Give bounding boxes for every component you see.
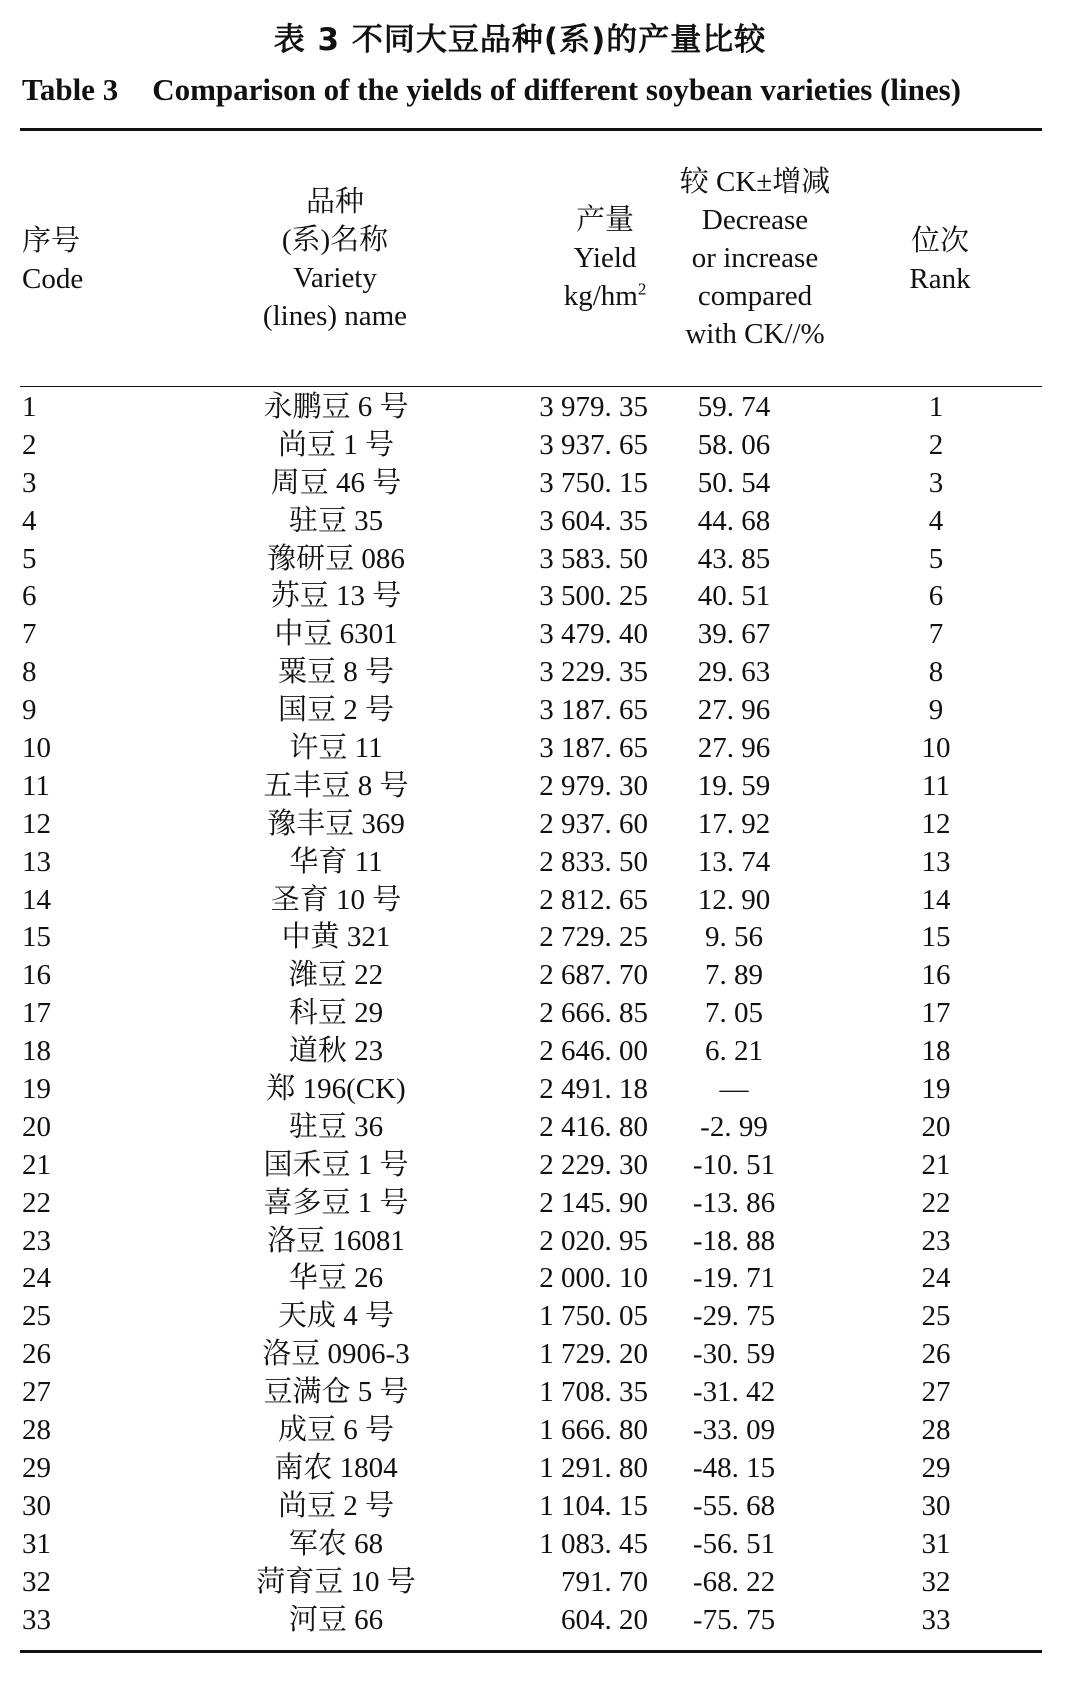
- cell-rank: 4: [928, 504, 944, 537]
- cell-rank: 17: [921, 997, 951, 1030]
- table-row: [0, 768, 1092, 806]
- cell-rank: 1: [928, 391, 944, 423]
- cell-yield: 2 666. 85: [539, 997, 648, 1030]
- table-row: [0, 1298, 1092, 1336]
- table-row: [0, 1450, 1092, 1488]
- cell-rank: 11: [922, 769, 950, 802]
- cell-change: -30. 59: [692, 1338, 776, 1371]
- cell-code: 21: [22, 1148, 51, 1181]
- cell-code: 31: [22, 1527, 51, 1560]
- header-rank-en: Rank: [909, 263, 971, 295]
- cell-code: 28: [22, 1414, 51, 1447]
- cell-variety: 河豆 66: [288, 1603, 384, 1636]
- table-row: [0, 503, 1092, 541]
- cell-rank: 7: [928, 618, 944, 651]
- table-row: [0, 1336, 1092, 1374]
- cell-rank: 32: [921, 1565, 951, 1598]
- cell-variety: 永鹏豆 6 号: [263, 391, 409, 423]
- header-yield-unit: $kg/hm^2$: [563, 279, 647, 312]
- cell-variety: 豫研豆 086: [267, 542, 405, 575]
- cell-rank: 25: [921, 1300, 951, 1333]
- cell-rank: 19: [921, 1073, 951, 1106]
- cell-variety: 菏育豆 10 号: [256, 1565, 416, 1598]
- cell-change: -18. 88: [692, 1224, 776, 1257]
- header-code-en: Code: [22, 263, 84, 295]
- cell-variety: 中黄 321: [281, 921, 391, 954]
- cell-yield: 2 729. 25: [539, 921, 648, 954]
- cell-change: 29. 63: [697, 656, 771, 689]
- cell-code: 33: [22, 1603, 51, 1636]
- cell-rank: 20: [921, 1110, 951, 1143]
- cell-rank: 14: [921, 883, 951, 916]
- cell-rank: 31: [921, 1527, 951, 1560]
- cell-yield: 2 416. 80: [539, 1110, 648, 1143]
- cell-code: 10: [22, 732, 51, 765]
- header-variety-en-1: Variety: [293, 262, 377, 294]
- cell-rank: 26: [921, 1338, 951, 1371]
- cell-yield: 3 229. 35: [539, 656, 648, 689]
- table-row: [0, 427, 1092, 465]
- cell-rank: 6: [928, 580, 944, 613]
- cell-variety: 喜多豆 1 号: [263, 1186, 409, 1219]
- cell-variety: 粟豆 8 号: [277, 656, 394, 689]
- cell-code: 3: [22, 466, 37, 499]
- cell-yield: 3 583. 50: [539, 542, 648, 575]
- cell-variety: 尚豆 2 号: [277, 1489, 394, 1522]
- cell-yield: 3 604. 35: [539, 504, 648, 537]
- cell-change: -10. 51: [692, 1148, 776, 1181]
- cell-change: 58. 06: [697, 428, 771, 461]
- cell-code: 7: [22, 618, 37, 651]
- cell-rank: 3: [928, 466, 944, 499]
- cell-code: 26: [22, 1338, 51, 1371]
- cell-yield: 2 812. 65: [539, 883, 648, 916]
- header-change: [650, 163, 860, 353]
- cell-yield: 1 083. 45: [539, 1527, 648, 1560]
- cell-yield: 3 937. 65: [539, 428, 648, 461]
- cell-yield: 2 687. 70: [539, 959, 648, 992]
- cell-change: -55. 68: [692, 1489, 776, 1522]
- cell-code: 12: [22, 807, 51, 840]
- cell-rank: 23: [921, 1224, 951, 1257]
- table-title-english: [22, 72, 1042, 108]
- table-caption: Comparison of the yields of different soybean varieties (lines): [152, 72, 962, 107]
- cell-change: 27. 96: [697, 732, 771, 765]
- header-change-en-1: Decrease: [701, 204, 809, 236]
- cell-variety: 豫丰豆 369: [267, 807, 405, 840]
- cell-change: —: [719, 1073, 749, 1106]
- header-change-en-4: with CK//%: [685, 318, 825, 350]
- cell-change: 9. 56: [705, 921, 763, 954]
- cell-variety: 成豆 6 号: [277, 1414, 394, 1447]
- cell-rank: 28: [921, 1414, 951, 1447]
- cell-variety: 圣育 10 号: [270, 883, 402, 916]
- table-row: [0, 1033, 1092, 1071]
- cell-yield: 2 979. 30: [539, 769, 648, 802]
- table-row: [0, 692, 1092, 730]
- cell-rank: 8: [928, 656, 944, 689]
- cell-code: 29: [22, 1451, 51, 1484]
- cell-change: -68. 22: [692, 1565, 776, 1598]
- cell-rank: 24: [921, 1262, 951, 1295]
- cell-yield: 3 500. 25: [539, 580, 648, 613]
- cell-yield: 3 979. 35: [539, 391, 648, 423]
- header-variety: [215, 183, 455, 335]
- cell-rank: 15: [921, 921, 951, 954]
- cell-code: 24: [22, 1262, 51, 1295]
- table-row: [0, 578, 1092, 616]
- table-row: [0, 1223, 1092, 1261]
- cell-variety: 华育 11: [289, 845, 383, 878]
- cell-rank: 21: [921, 1148, 951, 1181]
- cell-yield: 1 708. 35: [539, 1376, 648, 1409]
- cell-change: 40. 51: [697, 580, 771, 613]
- cell-variety: 科豆 29: [288, 997, 384, 1030]
- table-title-chinese: 表 3 不同大豆品种(系)的产量比较: [273, 22, 767, 58]
- cell-change: 19. 59: [697, 769, 771, 802]
- table-row: [0, 654, 1092, 692]
- cell-yield: 791. 70: [561, 1565, 648, 1598]
- table-row: [0, 1602, 1092, 1640]
- cell-variety: 驻豆 35: [288, 504, 384, 537]
- header-variety-en-2: (lines) name: [262, 300, 408, 332]
- cell-yield: 2 937. 60: [539, 807, 648, 840]
- cell-rank: 33: [921, 1603, 951, 1636]
- header-change-cn: 较 CK±增减: [679, 166, 831, 198]
- cell-change: 50. 54: [697, 466, 771, 499]
- cell-change: 7. 89: [705, 959, 763, 992]
- cell-change: 7. 05: [705, 997, 763, 1030]
- cell-yield: 3 187. 65: [539, 732, 648, 765]
- header-rule: [20, 386, 1042, 387]
- top-rule: [20, 128, 1042, 131]
- cell-rank: 2: [928, 428, 944, 461]
- cell-code: 2: [22, 428, 37, 461]
- table-row: [0, 389, 1092, 427]
- unit-exponent: 2: [637, 279, 647, 299]
- cell-yield: 2 229. 30: [539, 1148, 648, 1181]
- table-row: [0, 1488, 1092, 1526]
- cell-code: 30: [22, 1489, 51, 1522]
- cell-yield: 2 145. 90: [539, 1186, 648, 1219]
- cell-change: -31. 42: [692, 1376, 776, 1409]
- cell-change: -56. 51: [692, 1527, 776, 1560]
- cell-code: 23: [22, 1224, 51, 1257]
- table-row: [0, 1185, 1092, 1223]
- cell-variety: 华豆 26: [288, 1262, 384, 1295]
- cell-change: 27. 96: [697, 694, 771, 727]
- cell-yield: 3 750. 15: [539, 466, 648, 499]
- cell-code: 18: [22, 1035, 51, 1068]
- cell-variety: 中豆 6301: [274, 618, 398, 651]
- cell-code: 19: [22, 1073, 51, 1106]
- table-row: [0, 1260, 1092, 1298]
- table-row: [0, 995, 1092, 1033]
- table-row: [0, 1526, 1092, 1564]
- table-label: Table 3: [22, 72, 119, 107]
- cell-code: 8: [22, 656, 37, 689]
- header-yield-en: Yield: [573, 242, 637, 274]
- cell-rank: 16: [921, 959, 951, 992]
- cell-change: -13. 86: [692, 1186, 776, 1219]
- cell-variety: 洛豆 16081: [267, 1224, 405, 1257]
- cell-code: 1: [22, 391, 37, 423]
- cell-variety: 许豆 11: [289, 732, 383, 765]
- cell-change: 17. 92: [697, 807, 771, 840]
- cell-code: 15: [22, 921, 51, 954]
- cell-rank: 18: [921, 1035, 951, 1068]
- cell-rank: 29: [921, 1451, 951, 1484]
- table-row: [0, 1071, 1092, 1109]
- cell-yield: 2 000. 10: [539, 1262, 648, 1295]
- table-row: [0, 806, 1092, 844]
- cell-code: 14: [22, 883, 51, 916]
- header-rank-cn: 位次: [910, 225, 969, 257]
- cell-yield: 604. 20: [561, 1603, 648, 1636]
- table-row: [0, 1147, 1092, 1185]
- cell-change: 13. 74: [697, 845, 771, 878]
- header-code-cn: 序号: [22, 225, 81, 257]
- cell-variety: 天成 4 号: [277, 1300, 394, 1333]
- cell-change: 39. 67: [697, 618, 771, 651]
- cell-variety: 苏豆 13 号: [270, 580, 402, 613]
- cell-variety: 潍豆 22: [288, 959, 384, 992]
- cell-variety: 洛豆 0906-3: [262, 1338, 410, 1371]
- cell-variety: 驻豆 36: [288, 1110, 384, 1143]
- cell-variety: 五丰豆 8 号: [263, 769, 409, 802]
- header-change-en-3: compared: [697, 280, 813, 312]
- cell-change: 59. 74: [697, 391, 771, 423]
- cell-yield: 1 291. 80: [539, 1451, 648, 1484]
- header-yield-cn: 产量: [575, 204, 634, 236]
- cell-code: 9: [22, 694, 37, 727]
- cell-yield: 2 020. 95: [539, 1224, 648, 1257]
- table-row: [0, 1412, 1092, 1450]
- table-row: [0, 882, 1092, 920]
- header-rank: [880, 222, 1000, 298]
- cell-code: 25: [22, 1300, 51, 1333]
- cell-yield: 2 491. 18: [539, 1073, 648, 1106]
- cell-rank: 13: [921, 845, 951, 878]
- cell-yield: 1 666. 80: [539, 1414, 648, 1447]
- cell-variety: 尚豆 1 号: [277, 428, 394, 461]
- cell-rank: 12: [921, 807, 951, 840]
- cell-variety: 周豆 46 号: [270, 466, 402, 499]
- cell-yield: 1 729. 20: [539, 1338, 648, 1371]
- cell-rank: 22: [921, 1186, 951, 1219]
- table-body: [0, 389, 1092, 1639]
- cell-yield: 2 833. 50: [539, 845, 648, 878]
- cell-variety: 军农 68: [288, 1527, 384, 1560]
- cell-change: -33. 09: [692, 1414, 776, 1447]
- cell-yield: 2 646. 00: [539, 1035, 648, 1068]
- cell-code: 32: [22, 1565, 51, 1598]
- cell-code: 27: [22, 1376, 51, 1409]
- cell-change: -75. 75: [692, 1603, 776, 1636]
- cell-rank: 9: [928, 694, 944, 727]
- cell-variety: 道秋 23: [288, 1035, 384, 1068]
- table-row: [0, 844, 1092, 882]
- cell-change: -19. 71: [692, 1262, 776, 1295]
- cell-variety: 豆满仓 5 号: [263, 1376, 409, 1409]
- cell-change: -29. 75: [692, 1300, 776, 1333]
- cell-code: 22: [22, 1186, 51, 1219]
- cell-variety: 郑 196(CK): [266, 1073, 406, 1106]
- cell-variety: 国豆 2 号: [277, 694, 394, 727]
- cell-rank: 10: [921, 732, 951, 765]
- table-row: [0, 957, 1092, 995]
- header-variety-cn-2: (系)名称: [281, 224, 389, 256]
- cell-yield: 3 187. 65: [539, 694, 648, 727]
- table-row: [0, 919, 1092, 957]
- header-variety-cn-1: 品种: [305, 186, 364, 218]
- header-change-en-2: or increase: [691, 242, 819, 274]
- cell-code: 5: [22, 542, 37, 575]
- header-code: [22, 222, 142, 298]
- cell-variety: 国禾豆 1 号: [263, 1148, 409, 1181]
- cell-change: -48. 15: [692, 1451, 776, 1484]
- cell-rank: 5: [928, 542, 944, 575]
- cell-yield: 1 104. 15: [539, 1489, 648, 1522]
- cell-variety: 南农 1804: [274, 1451, 398, 1484]
- cell-rank: 30: [921, 1489, 951, 1522]
- cell-code: 20: [22, 1110, 51, 1143]
- table-row: [0, 1374, 1092, 1412]
- cell-code: 4: [22, 504, 37, 537]
- cell-change: 6. 21: [705, 1035, 763, 1068]
- cell-change: 12. 90: [697, 883, 771, 916]
- cell-code: 11: [22, 769, 50, 802]
- cell-change: 44. 68: [697, 504, 771, 537]
- table-row: [0, 1109, 1092, 1147]
- table-row: [0, 465, 1092, 503]
- table-row: [0, 1564, 1092, 1602]
- cell-rank: 27: [921, 1376, 951, 1409]
- cell-code: 17: [22, 997, 51, 1030]
- cell-yield: 1 750. 05: [539, 1300, 648, 1333]
- bottom-rule: [20, 1650, 1042, 1653]
- table-row: [0, 616, 1092, 654]
- cell-code: 13: [22, 845, 51, 878]
- table-row: [0, 730, 1092, 768]
- cell-code: 6: [22, 580, 37, 613]
- cell-change: 43. 85: [697, 542, 771, 575]
- cell-code: 16: [22, 959, 51, 992]
- table-row: [0, 541, 1092, 579]
- cell-yield: 3 479. 40: [539, 618, 648, 651]
- cell-change: -2. 99: [700, 1110, 768, 1143]
